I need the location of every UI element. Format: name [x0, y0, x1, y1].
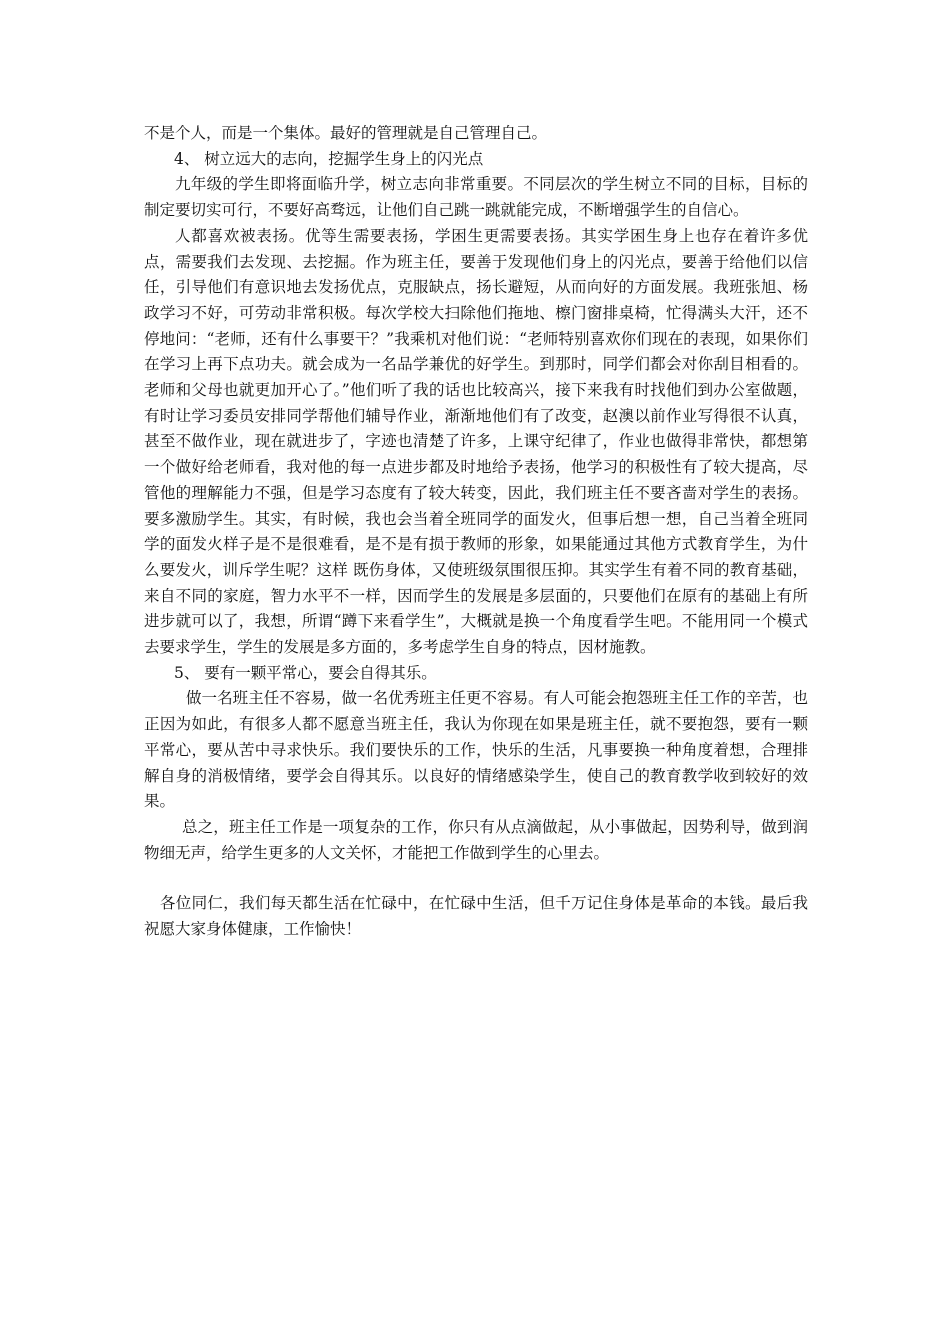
paragraph-intro-tail: 不是个人，而是一个集体。最好的管理就是自己管理自己。 [144, 124, 548, 142]
paragraph-calm: 做一名班主任不容易，做一名优秀班主任更不容易。有人可能会抱怨班主任工作的辛苦，也正因为如此，有很多人都不愿意当班主任，我认为你现在如果是班主任，就不要抱怨，要有一颗平常心，要从苦中寻求快乐。我们要快乐的工作，快乐的生活，凡事要换一种角度着想，合理排解自身的消极情绪，要学会自得其乐。以良好的情绪感染学生，使自己的教育教学收到较好的效果。 [144, 689, 808, 811]
paragraph-closing: 各位同仁，我们每天都生活在忙碌中，在忙碌中生活，但千万记住身体是革命的本钱。最后我祝愿大家身体健康，工作愉快！ [144, 894, 808, 939]
paragraph-summary: 总之，班主任工作是一项复杂的工作，你只有从点滴做起，从小事做起，因势利导，做到润物细无声，给学生更多的人文关怀，才能把工作做到学生的心里去。 [144, 817, 808, 862]
section-heading-4: 4、 树立远大的志向，挖掘学生身上的闪光点 [174, 149, 484, 168]
paragraph-spacer [144, 866, 808, 891]
section-heading-5: 5、 要有一颗平常心，要会自得其乐。 [174, 663, 437, 682]
paragraph-goals: 九年级的学生即将面临升学，树立志向非常重要。不同层次的学生树立不同的目标，目标的制定要切实可行，不要好高骛远，让他们自己跳一跳就能完成，不断增强学生的自信心。 [144, 175, 808, 220]
document-body [144, 121, 808, 943]
paragraph-praise: 人都喜欢被表扬。优等生需要表扬，学困生更需要表扬。其实学困生身上也存在着许多优点，需要我们去发现、去挖掘。作为班主任，要善于发现他们身上的闪光点，要善于给他们以信任，引导他们有意识地去发扬优点，克服缺点，扬长避短，从而向好的方面发展。我班张旭、杨政学习不好，可劳动非常积极。每次学校大扫除他们拖地、檫门窗排桌椅，忙得满头大汗，还不停地问：“老师，还有什么事要干？”我乘机对他们说：“老师特别喜欢你们现在的表现，如果你们在学习上再下点功夫。就会成为一名品学兼优的好学生。到那时，同学们都会对你刮目相看的。老师和父母也就更加开心了。”他们听了我的话也比较高兴，接下来我有时找他们到办公室做题，有时让学习委员安排同学帮他们辅导作业，渐渐地他们有了改变，赵澳以前作业写得很不认真，甚至不做作业，现在就进步了，字迹也清楚了许多，上课守纪律了，作业也做得非常快，都想第一个做好给老师看，我对他的每一点进步都及时地给予表扬，他学习的积极性有了较大提高，尽管他的理解能力不强，但是学习态度有了较大转变，因此，我们班主任不要吝啬对学生的表扬。要多激励学生。其实，有时候，我也会当着全班同学的面发火，但事后想一想，自己当着全班同学的面发火样子是不是很难看，是不是有损于教师的形象，如果能通过其他方式教育学生，为什么要发火，训斥学生呢？这样 既伤身体，又使班级氛围很压抑。其实学生有着不同的教育基础，来自不同的家庭，智力水平不一样，因而学生的发展是多层面的，只要他们在原有的基础上有所进步就可以了，我想，所谓“蹲下来看学生”，大概就是换一个角度看学生吧。不能用同一个模式去要求学生，学生的发展是多方面的，多考虑学生自身的特点，因材施教。 [144, 226, 808, 657]
